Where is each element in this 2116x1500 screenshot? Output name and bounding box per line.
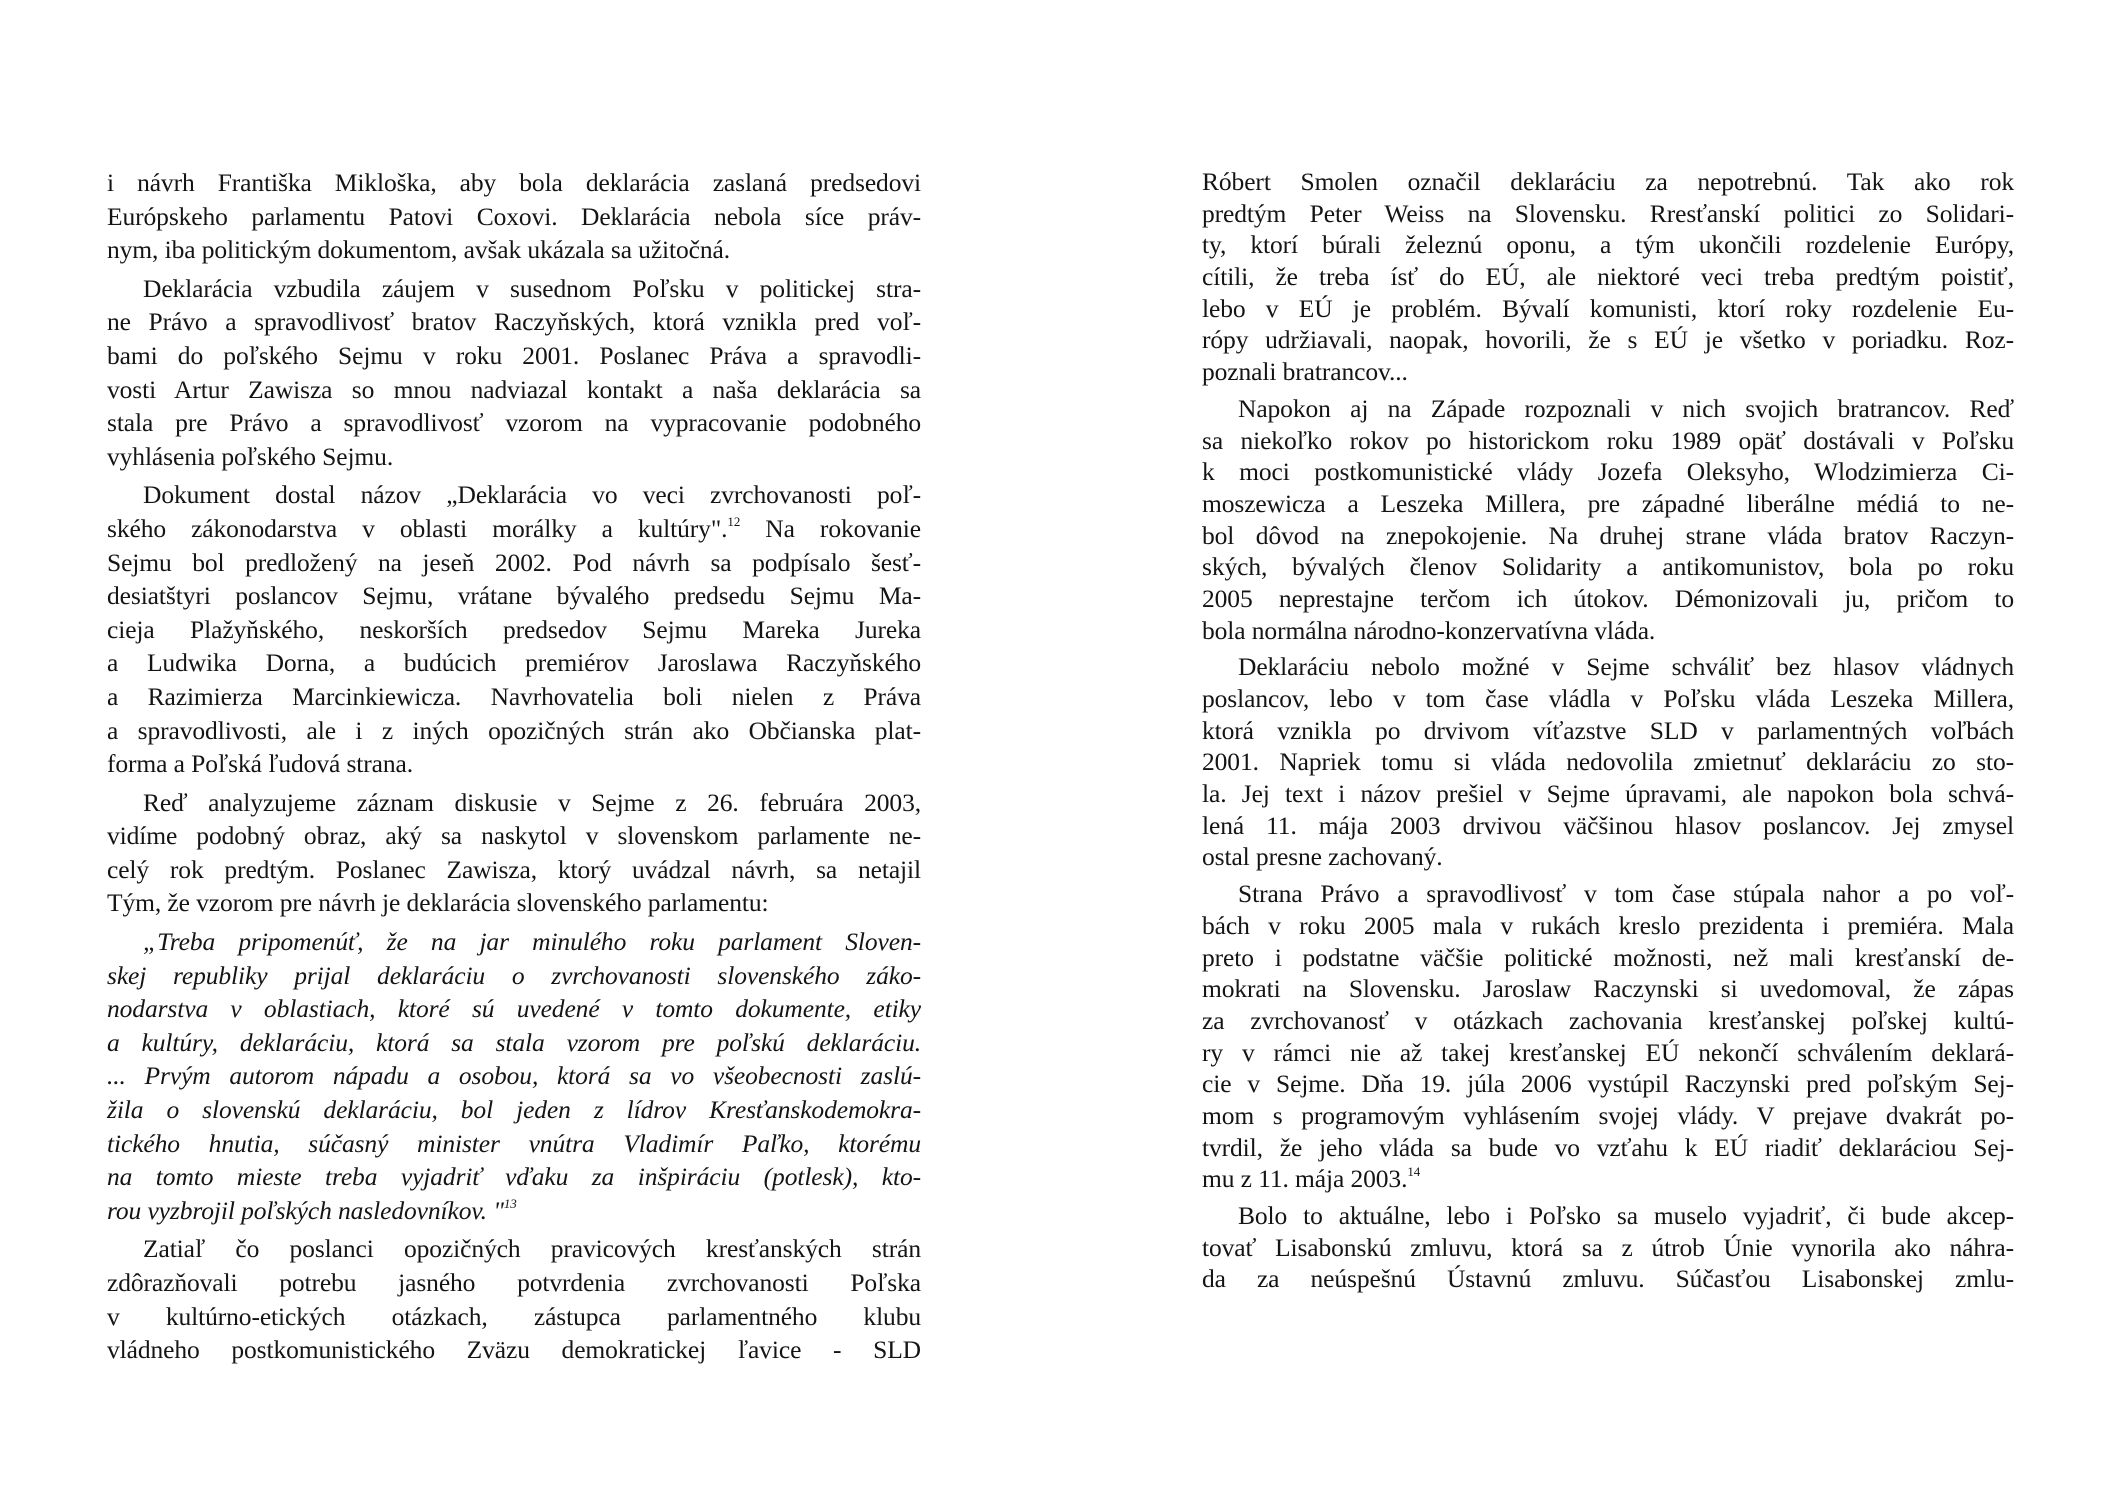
text-line: bách v roku 2005 mala v rukách kreslo prezidenta i premiéra. Mala — [1202, 910, 2014, 940]
text-line: cieja Plažyňského, neskorších predsedov Sejmu Mareka Jureka — [107, 614, 921, 644]
line-text: rou vyzbrojil poľských nasledovníkov. " — [107, 1195, 504, 1225]
text-line: forma a Poľská ľudová strana. — [107, 749, 414, 779]
text-line: ostal presne zachovaný. — [1202, 842, 1443, 872]
paragraph — [1202, 166, 2014, 388]
text-line: Strana Právo a spravodlivosť v tom čase stúpala nahor a po voľ- — [1238, 879, 2014, 909]
line-text: ského zákonodarstva v oblasti morálky a kultúry". — [107, 513, 728, 543]
paragraph — [1202, 393, 2014, 647]
right-page-column — [1202, 166, 2014, 1295]
text-line: vosti Artur Zawisza so mnou nadviazal kontakt a naša deklarácia sa — [107, 374, 921, 404]
text-line: sa niekoľko rokov po historickom roku 1989 opäť dostávali v Poľsku — [1202, 425, 2014, 455]
text-line: mom s programovým vyhlásením svojej vlády. V prejave dvakrát po- — [1202, 1100, 2014, 1130]
text-line: Dokument dostal názov „Deklarácia vo veci zvrchovanosti poľ- — [143, 480, 921, 510]
paragraph — [107, 166, 921, 267]
text-line: ne Právo a spravodlivosť bratov Raczyňských, ktorá vznikla pred voľ- — [107, 307, 921, 337]
text-line: na tomto mieste treba vyjadriť vďaku za inšpiráciu (potlesk), kto- — [107, 1162, 921, 1192]
line-text: mu z 11. mája 2003. — [1202, 1164, 1408, 1194]
paragraph — [107, 1232, 921, 1366]
text-line: za zvrchovanosť v otázkach zachovania kresťanskej poľskej kultú- — [1202, 1005, 2014, 1035]
text-line: ktorá vznikla po drvivom víťazstve SLD v parlamentných voľbách — [1202, 715, 2014, 745]
text-line: v kultúrno-etických otázkach, zástupca parlamentného klubu — [107, 1301, 921, 1331]
text-line: a spravodlivosti, ale i z iných opozičných strán ako Občianska plat- — [107, 715, 921, 745]
text-line — [107, 1194, 921, 1228]
footnote-ref-13[interactable]: 13 — [503, 1195, 517, 1211]
text-line — [107, 512, 921, 546]
text-line: lebo v EÚ je problém. Bývalí komunisti, ktorí roky rozdelenie Eu- — [1202, 293, 2014, 323]
text-line: preto i podstatne väčšie politické možnosti, než mali kresťanskí de- — [1202, 942, 2014, 972]
text-line: Reď analyzujeme záznam diskusie v Sejme z 26. februára 2003, — [143, 787, 921, 817]
text-line: desiatštyri poslancov Sejmu, vrátane bývalého predsedu Sejmu Ma- — [107, 581, 921, 611]
text-line: i návrh Františka Mikloška, aby bola deklarácia zaslaná predsedovi — [107, 168, 921, 197]
text-line: vyhlásenia poľského Sejmu. — [107, 441, 394, 471]
text-line: „Treba pripomenúť, že na jar minulého roku parlament Sloven- — [143, 927, 921, 957]
text-line: Róbert Smolen označil deklaráciu za nepotrebnú. Tak ako rok — [1202, 167, 2014, 196]
left-page-column — [107, 166, 921, 1367]
footnote-ref-14[interactable]: 14 — [1407, 1164, 1421, 1180]
text-line: ry v rámci nie až takej kresťanskej EÚ nekončí schválením deklará- — [1202, 1037, 2014, 1067]
text-line: vládneho postkomunistického Zväzu demokratickej ľavice - SLD — [107, 1335, 921, 1365]
text-line: mokrati na Slovensku. Jaroslaw Raczynski si uvedomoval, že zápas — [1202, 974, 2014, 1004]
text-line: Európskeho parlamentu Patovi Coxovi. Deklarácia nebola síce práv- — [107, 201, 921, 231]
text-line: Napokon aj na Západe rozpoznali v nich svojich bratrancov. Reď — [1238, 393, 2014, 423]
text-line: nym, iba politickým dokumentom, avšak ukázala sa užitočná. — [107, 235, 731, 265]
text-line: ty, ktorí búrali železnú oponu, a tým ukončili rozdelenie Európy, — [1202, 230, 2014, 260]
text-line: vidíme podobný obraz, aký sa naskytol v slovenskom parlamente ne- — [107, 821, 921, 851]
text-line: Deklaráciu nebolo možné v Sejme schváliť bez hlasov vládnych — [1238, 652, 2014, 682]
text-line: tického hnutia, súčasný minister vnútra Vladimír Paľko, ktorému — [107, 1128, 921, 1158]
text-line: da za neúspešnú Ústavnú zmluvu. Súčasťou Lisabonskej zmlu- — [1202, 1264, 2014, 1294]
text-line — [1202, 1163, 2014, 1195]
text-line: rópy udržiavali, naopak, hovorili, že s EÚ je všetko v poriadku. Roz- — [1202, 325, 2014, 355]
line-text: Na rokovanie — [740, 513, 921, 543]
text-line: Sejmu bol predložený na jeseň 2002. Pod návrh sa podpísalo šesť- — [107, 547, 921, 577]
paragraph — [107, 786, 921, 920]
text-line: tovať Lisabonskú zmluvu, ktorá sa z útrob Únie vynorila ako náhra- — [1202, 1232, 2014, 1262]
text-line: zdôrazňovali potrebu jasného potvrdenia zvrchovanosti Poľska — [107, 1268, 921, 1297]
text-line: moszewicza a Leszeka Millera, pre západné liberálne médiá to ne- — [1202, 488, 2014, 518]
text-line: poslancov, lebo v tom čase vládla v Poľsku vláda Leszeka Millera, — [1202, 684, 2014, 713]
text-line: Tým, že vzorom pre návrh je deklarácia slovenského parlamentu: — [107, 888, 769, 918]
text-line: predtým Peter Weiss na Slovensku. Rresťanskí politici zo Solidari- — [1202, 198, 2014, 228]
paragraph — [107, 272, 921, 474]
paragraph — [1202, 1200, 2014, 1295]
text-line: skej republiky prijal deklaráciu o zvrchovanosti slovenského záko- — [107, 960, 921, 990]
block-quote — [107, 925, 921, 1227]
text-line: lená 11. mája 2003 drvivou väčšinou hlasov poslancov. Jej zmysel — [1202, 810, 2014, 840]
text-line: a kultúry, deklaráciu, ktorá sa stala vzorom pre poľskú deklaráciu. — [107, 1027, 921, 1057]
text-line: bola normálna národno-konzervatívna vláda. — [1202, 615, 1656, 645]
text-line: ... Prvým autorom nápadu a osobou, ktorá sa vo všeobecnosti zaslú- — [107, 1061, 921, 1091]
text-line: 2005 neprestajne terčom ich útokov. Démonizovali ju, pričom to — [1202, 583, 2014, 613]
text-line: cie v Sejme. Dňa 19. júla 2006 vystúpil Raczynski pred poľským Sej- — [1202, 1069, 2014, 1099]
text-line: celý rok predtým. Poslanec Zawisza, ktorý uvádzal návrh, sa netajil — [107, 854, 921, 884]
text-line: 2001. Napriek tomu si vláda nedovolila zmietnuť deklaráciu zo sto- — [1202, 747, 2014, 777]
text-line: a Ludwika Dorna, a budúcich premiérov Jaroslawa Raczyňského — [107, 648, 921, 678]
paragraph — [1202, 878, 2014, 1195]
text-line: bami do poľského Sejmu v roku 2001. Poslanec Práva a spravodli- — [107, 340, 921, 370]
text-line: Zatiaľ čo poslanci opozičných pravicových kresťanských strán — [143, 1234, 921, 1264]
text-line: nodarstva v oblastiach, ktoré sú uvedené v tomto dokumente, etiky — [107, 994, 921, 1024]
text-line: a Razimierza Marcinkiewicza. Navrhovatelia boli nielen z Práva — [107, 681, 921, 711]
text-line: poznali bratrancov... — [1202, 357, 1408, 387]
footnote-ref-12[interactable]: 12 — [727, 513, 741, 529]
paragraph — [107, 478, 921, 780]
text-line: žila o slovenskú deklaráciu, bol jeden z lídrov Kresťanskodemokra- — [107, 1095, 921, 1125]
paragraph — [1202, 651, 2014, 873]
text-line: la. Jej text i názov prešiel v Sejme úpravami, ale napokon bola schvá- — [1202, 779, 2014, 809]
text-line: Deklarácia vzbudila záujem v susednom Poľsku v politickej stra- — [143, 273, 921, 303]
text-line: ských, bývalých členov Solidarity a antikomunistov, bola po roku — [1202, 552, 2014, 582]
text-line: Bolo to aktuálne, lebo i Poľsko sa muselo vyjadriť, či bude akcep- — [1238, 1201, 2014, 1230]
text-line: stala pre Právo a spravodlivosť vzorom na vypracovanie podobného — [107, 408, 921, 438]
text-line: cítili, že treba ísť do EÚ, ale niektoré veci treba predtým poistiť, — [1202, 262, 2014, 292]
text-line: tvrdil, že jeho vláda sa bude vo vzťahu k EÚ riadiť deklaráciou Sej- — [1202, 1132, 2014, 1162]
text-line: bol dôvod na znepokojenie. Na druhej strane vláda bratov Raczyn- — [1202, 520, 2014, 550]
text-line: k moci postkomunistické vlády Jozefa Oleksyho, Wlodzimierza Ci- — [1202, 457, 2014, 487]
